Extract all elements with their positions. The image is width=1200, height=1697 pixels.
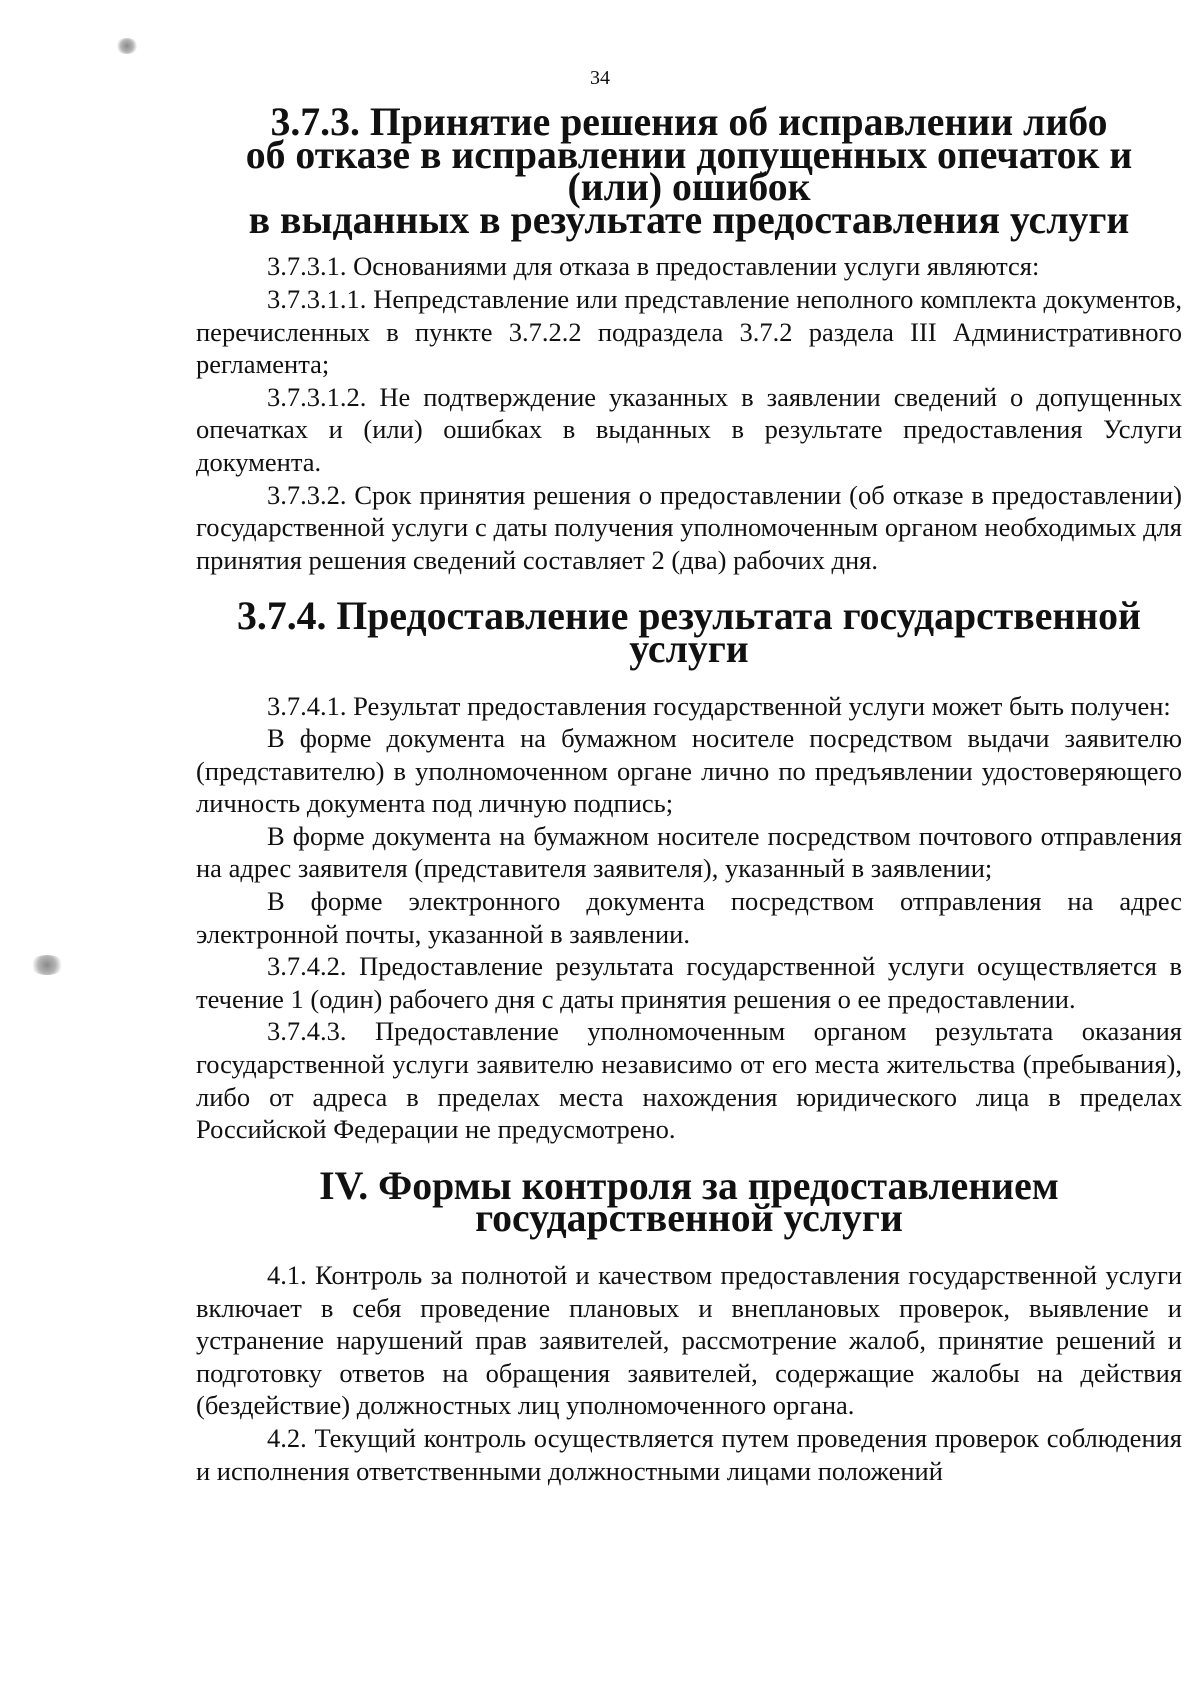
paragraph-3-7-3-1-2: 3.7.3.1.2. Не подтверждение указанных в заявлении сведений о допущенных опечатках и (или) ошибках в выданных в результате предоставления Услуги документа. (196, 381, 1182, 477)
page-number: 34 (590, 67, 610, 89)
scan-speck-left (30, 955, 64, 975)
section-373-heading (196, 100, 1182, 242)
paragraph-3-7-3-1-1: 3.7.3.1.1. Непредставление или представление неполного комплекта документов, перечисленных в пункте 3.7.2.2 подраздела 3.7.2 раздела III Административного регламента; (196, 283, 1182, 380)
scan-speck-top (116, 38, 138, 54)
paragraph-3-7-3-1: 3.7.3.1. Основаниями для отказа в предоставлении услуги являются: (267, 251, 1040, 282)
paragraph-result-paper-post: В форме документа на бумажном носителе посредством почтового отправления на адрес заявителя (представителя заявителя), указанный в заявлении; (196, 820, 1182, 884)
paragraph-result-paper-in-person: В форме документа на бумажном носителе посредством выдачи заявителю (представителю) в уполномоченном органе лично по предъявлении удостоверяющего личность документа под личную подпись; (196, 723, 1182, 819)
section-373-heading-line: 3.7.3. Принятие решения об исправлении либо (270, 100, 1108, 144)
paragraph-4-1: 4.1. Контроль за полнотой и качеством предоставления государственной услуги включает в себя проведение плановых и внеплановых проверок, выявление и устранение нарушений прав заявителей, рассмотрение жалоб, принятие решений и подготовку ответов на обращения заявителей, содержащие жалобы на действия (бездействие) должностных лиц уполномоченного органа. (196, 1260, 1182, 1421)
section-374-heading: 3.7.4. Предоставление результата государственной услуги (237, 594, 1141, 671)
paragraph-3-7-4-3: 3.7.4.3. Предоставление уполномоченным органом результата оказания государственной услуги заявителю независимо от его места жительства (пребывания), либо от адреса в пределах места нахождения юридического лица в пределах Российской Федерации не предусмотрено. (196, 1016, 1182, 1145)
paragraph-3-7-3-2: 3.7.3.2. Срок принятия решения о предоставлении (об отказе в предоставлении) государственной услуги с даты получения уполномоченным органом необходимых для принятия решения сведений составляет 2 (два) рабочих дня. (196, 479, 1182, 575)
document-body (196, 100, 1182, 1487)
section-iv-heading: IV. Формы контроля за предоставлением государственной услуги (319, 1163, 1059, 1241)
section-373-heading-line: в выданных в результате предоставления услуги (248, 197, 1130, 242)
paragraph-3-7-4-2: 3.7.4.2. Предоставление результата государственной услуги осуществляется в течение 1 (один) рабочего дня с даты принятия решения о ее предоставлении. (196, 951, 1182, 1014)
paragraph-4-2: 4.2. Текущий контроль осуществляется путем проведения проверок соблюдения и исполнения ответственными должностными лицами положений (196, 1422, 1182, 1486)
section-373-heading-line: об отказе в исправлении допущенных опечаток и (или) ошибок (245, 132, 1133, 210)
paragraph-3-7-4-1: 3.7.4.1. Результат предоставления государственной услуги может быть получен: (267, 690, 1171, 721)
paragraph-result-electronic: В форме электронного документа посредством отправления на адрес электронной почты, указанной в заявлении. (196, 886, 1182, 949)
